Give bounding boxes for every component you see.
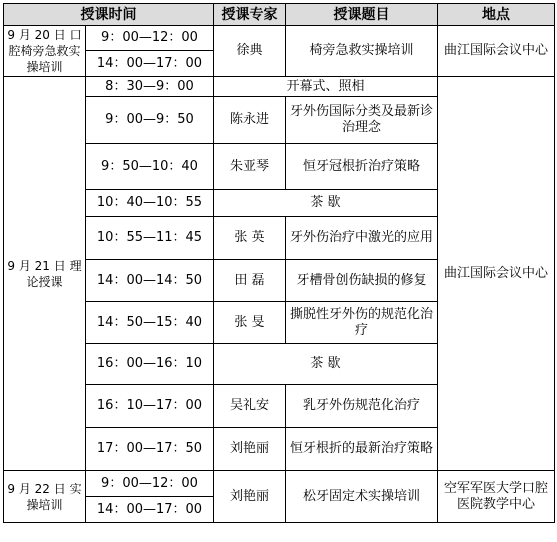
header-time: 授课时间 xyxy=(4,4,214,26)
time-cell: 10：55—11：45 xyxy=(86,217,214,260)
day-cell-sep22: 9 月 22 日 实操培训 xyxy=(4,471,86,523)
time-cell: 17：00—17：50 xyxy=(86,428,214,471)
expert-cell: 田 磊 xyxy=(214,260,286,302)
time-cell: 9：00—12：00 xyxy=(86,471,214,497)
schedule-table xyxy=(3,3,555,523)
merged-cell-break: 茶 歇 xyxy=(214,190,438,217)
topic-cell: 恒牙冠根折治疗策略 xyxy=(286,144,438,190)
header-location: 地点 xyxy=(438,4,555,26)
topic-cell: 撕脱性牙外伤的规范化治疗 xyxy=(286,302,438,344)
expert-cell: 张 旻 xyxy=(214,302,286,344)
header-expert: 授课专家 xyxy=(214,4,286,26)
time-cell: 14：00—17：00 xyxy=(86,51,214,77)
expert-cell: 刘艳丽 xyxy=(214,428,286,471)
location-cell: 曲江国际会议中心 xyxy=(438,77,555,471)
topic-cell: 乳牙外伤规范化治疗 xyxy=(286,385,438,428)
header-topic: 授课题目 xyxy=(286,4,438,26)
location-cell: 空军军医大学口腔医院教学中心 xyxy=(438,471,555,523)
location-cell: 曲江国际会议中心 xyxy=(438,26,555,77)
day-cell-sep20: 9 月 20 日 口腔椅旁急救实操培训 xyxy=(4,26,86,77)
expert-cell: 徐典 xyxy=(214,26,286,77)
table-row xyxy=(4,77,555,97)
merged-cell-break: 茶 歇 xyxy=(214,344,438,385)
time-cell: 8：30—9：00 xyxy=(86,77,214,97)
time-cell: 14：00—17：00 xyxy=(86,497,214,523)
time-cell: 9：00—9：50 xyxy=(86,97,214,144)
time-cell: 10：40—10：55 xyxy=(86,190,214,217)
topic-cell: 牙槽骨创伤缺损的修复 xyxy=(286,260,438,302)
time-cell: 9：00—12：00 xyxy=(86,26,214,51)
time-cell: 16：00—16：10 xyxy=(86,344,214,385)
header-row xyxy=(4,4,555,26)
expert-cell: 刘艳丽 xyxy=(214,471,286,523)
time-cell: 9：50—10：40 xyxy=(86,144,214,190)
table-row xyxy=(4,26,555,51)
time-cell: 14：00—14：50 xyxy=(86,260,214,302)
expert-cell: 吴礼安 xyxy=(214,385,286,428)
expert-cell: 朱亚琴 xyxy=(214,144,286,190)
topic-cell: 牙外伤国际分类及最新诊治理念 xyxy=(286,97,438,144)
table-row xyxy=(4,471,555,497)
topic-cell: 牙外伤治疗中激光的应用 xyxy=(286,217,438,260)
expert-cell: 张 英 xyxy=(214,217,286,260)
topic-cell: 松牙固定术实操培训 xyxy=(286,471,438,523)
topic-cell: 恒牙根折的最新治疗策略 xyxy=(286,428,438,471)
time-cell: 14：50—15：40 xyxy=(86,302,214,344)
time-cell: 16：10—17：00 xyxy=(86,385,214,428)
day-cell-sep21: 9 月 21 日 理论授课 xyxy=(4,77,86,471)
topic-cell: 椅旁急救实操培训 xyxy=(286,26,438,77)
expert-cell: 陈永进 xyxy=(214,97,286,144)
merged-cell-opening: 开幕式、照相 xyxy=(214,77,438,97)
